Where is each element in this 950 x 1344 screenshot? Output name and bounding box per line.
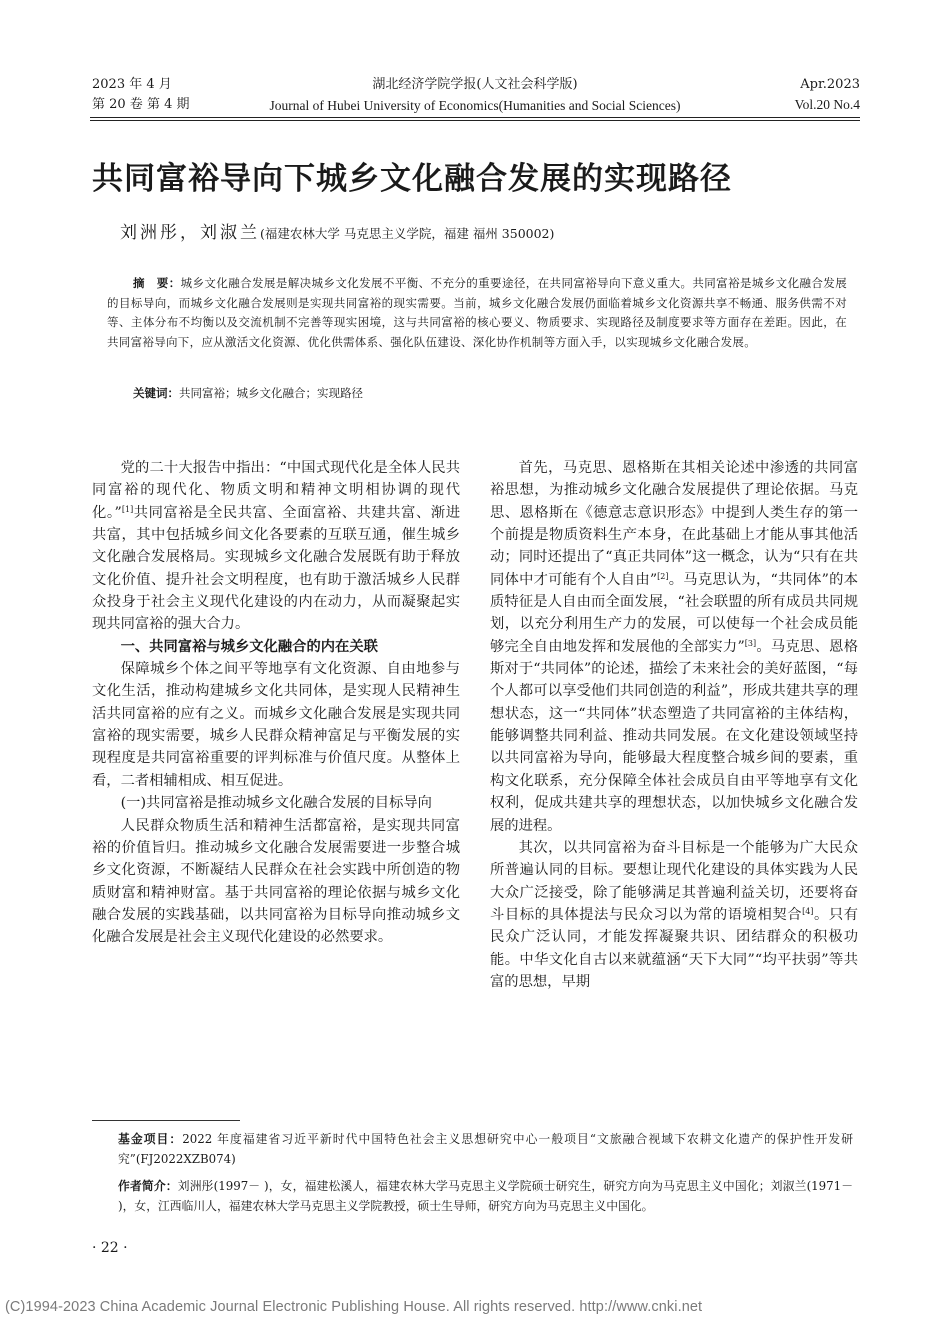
citation-ref: [2] [657, 571, 669, 581]
citation-ref: [3] [744, 638, 757, 648]
abstract-text: 城乡文化融合发展是解决城乡文化发展不平衡、不充分的重要途径，在共同富裕导向下意义重大。共同富裕是城乡文化融合发展的目标导向，而城乡文化融合发展则是实现共同富裕的现实需要。当前，城乡文化融合发展仍面临着城乡文化资源共享不畅通、服务供需不对等、主体分布不均衡以及交流机制不完善等现实困境，这与共同富裕的核心要义、物质要求、实现路径及制度要求等方面存在差距。因此，在共同富裕导向下，应从激活文化资源、优化供需体系、强化队伍建设、深化协作机制等方面入手，以实现城乡文化融合发展。 [107, 276, 847, 349]
author-names: 刘洲彤，刘淑兰 [120, 223, 260, 243]
header-journal-en: Journal of Hubei University of Economics(Humanities and Social Sciences) [269, 98, 681, 113]
header-rule-thick [90, 120, 860, 121]
article-title: 共同富裕导向下城乡文化融合发展的实现路径 [92, 161, 732, 197]
author-info-label: 作者简介： [118, 1179, 178, 1193]
footnote-author [118, 1177, 853, 1216]
author-line [120, 222, 554, 245]
paragraph: 人民群众物质生活和精神生活都富裕，是实现共同富裕的价值旨归。推动城乡文化融合发展需要进一步整合城乡文化资源，不断凝结人民群众在社会实践中所创造的物质财富和精神财富。基于共同富裕的理论依据与城乡文化融合发展的实践基础，以共同富裕为目标导向推动城乡文化融合发展是社会主义现代化建设的必然要求。 [92, 817, 460, 946]
body-column-right [490, 457, 858, 993]
text-run: 共同富裕是全民共富、全面富裕、共建共富、渐进共富，其中包括城乡间文化各要素的互联互通，催生城乡文化融合发展格局。实现城乡文化融合发展既有助于释放文化价值、提升社会文明程度，也有助于激活城乡人民群众投身于社会主义现代化建设的内在动力，从而凝聚起实现共同富裕的强大合力。 [92, 504, 460, 633]
cnki-watermark: (C)1994-2023 China Academic Journal Electronic Publishing House. All rights reserved. http://www.cnki.net [5, 1299, 703, 1315]
keywords [133, 384, 363, 403]
header-volume-en: Vol.20 No.4 [794, 97, 860, 112]
fund-text: 2022 年度福建省习近平新时代中国特色社会主义思想研究中心一般项目“文旅融合视域下农耕文化遗产的保护性开发研究”(FJ2022XZB074) [118, 1132, 853, 1166]
paragraph [92, 457, 460, 636]
paragraph [490, 457, 858, 837]
text-run: 首先，马克思、恩格斯在其相关论述中渗透的共同富裕思想，为推动城乡文化融合发展提供了理论依据。马克思、恩格斯在《德意志意识形态》中提到人类生存的第一个前提是物质资料生产本身，在此基础上才能从事其他活动；同时还提出了“真正共同体”这一概念，认为“只有在共同体中才可能有个人自由” [490, 460, 858, 588]
text-run: 。只有民众广泛认同，才能发挥凝聚共识、团结群众的积极功能。中华文化自古以来就蕴涵“天下大同”“均平扶弱”等共富的思想，早期 [490, 906, 859, 990]
header-volume-cn: 第 20 卷 第 4 期 [92, 97, 190, 112]
citation-ref: [1] [121, 504, 134, 514]
paragraph [490, 837, 858, 993]
citation-ref: [4] [802, 906, 814, 916]
body-column-left [92, 457, 460, 949]
author-affiliation: (福建农林大学 马克思主义学院，福建 福州 350002) [260, 226, 555, 241]
author-info-text: 刘洲彤(1997－ )，女，福建松溪人，福建农林大学马克思主义学院硕士研究生，研究方向为马克思主义中国化；刘淑兰(1971－ )，女，江西临川人，福建农林大学马克思主义学院教授，硕士生导师，研究方向为马克思主义中国化。 [118, 1179, 853, 1213]
abstract-label: 摘 要： [133, 276, 181, 290]
fund-label: 基金项目： [118, 1132, 183, 1146]
header-date-en: Apr.2023 [800, 77, 860, 92]
abstract [107, 274, 847, 352]
paragraph: 保障城乡个体之间平等地享有文化资源、自由地参与文化生活，推动构建城乡文化共同体，是实现人民精神生活共同富裕的应有之义。而城乡文化融合发展是实现共同富裕的现实需要，城乡人民群众精神富足与平衡发展的实现程度是共同富裕重要的评判标准与价值尺度。从整体上看，二者相辅相成、相互促进。 [92, 661, 460, 789]
subsection-heading: (一)共同富裕是推动城乡文化融合发展的目标导向 [120, 795, 432, 812]
section-heading: 一、共同富裕与城乡文化融合的内在关联 [120, 638, 378, 655]
header-journal-cn: 湖北经济学院学报(人文社会科学版) [372, 77, 578, 92]
footnote-fund [118, 1130, 853, 1169]
keywords-text: 共同富裕；城乡文化融合；实现路径 [179, 386, 363, 400]
page-number: · 22 · [92, 1240, 128, 1256]
text-run: 其次，以共同富裕为奋斗目标是一个能够为广大民众所普遍认同的目标。要想让现代化建设的具体实践为人民大众广泛接受，除了能够满足其普遍利益关切，还要将奋斗目标的具体提法与民众习以为常的语境相契合 [490, 839, 858, 923]
keywords-label: 关键词： [133, 386, 179, 400]
text-run: 党的二十大报告中指出：“中国式现代化是全体人民共同富裕的现代化、物质文明和精神文明相协调的现代化。” [92, 460, 460, 521]
header-rule-thin [90, 117, 860, 118]
text-run: 。马克思认为，“共同体”的本质特征是人自由而全面发展，“社会联盟的所有成员共同规划，以充分利用生产力的发展，可以使每一个社会成员能够完全自由地发挥和发展他的全部实力” [490, 571, 858, 655]
text-run: 。马克思、恩格斯对于“共同体”的论述，描绘了未来社会的美好蓝图，“每个人都可以享受他们共同创造的利益”，形成共建共享的理想状态，这一“共同体”状态塑造了共同富裕的主体结构，能够调整共同利益、推动共同发展。在文化建设领域坚持以共同富裕为导向，能够最大程度整合城乡间的要素，重构文化联系，充分保障全体社会成员自由平等地享有文化权利，促成共建共享的理想状态，以加快城乡文化融合发展的进程。 [490, 638, 859, 834]
footnote-rule [92, 1120, 240, 1121]
header-date-cn: 2023 年 4 月 [92, 77, 172, 92]
